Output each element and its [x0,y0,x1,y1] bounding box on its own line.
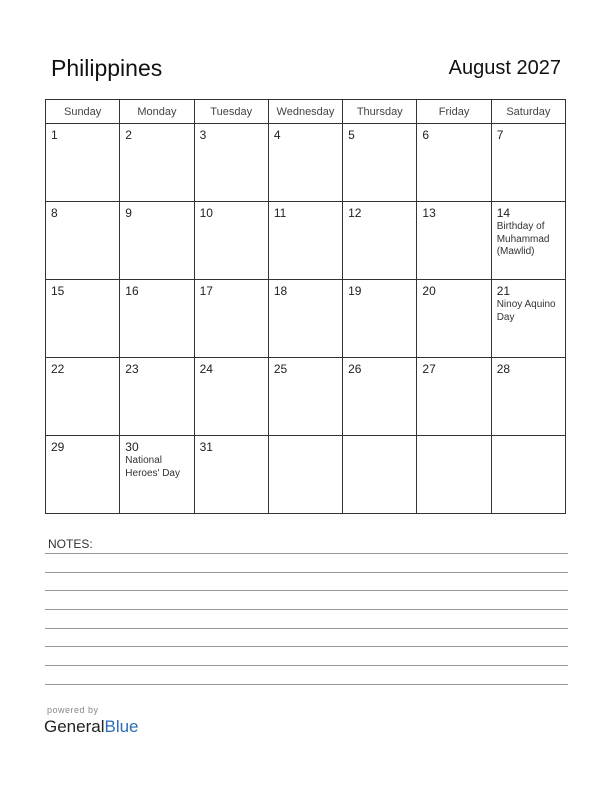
day-number: 5 [348,128,355,142]
weekday-header: Saturday [491,100,565,124]
holiday-label [343,298,416,299]
holiday-label [120,142,193,143]
day-number: 10 [199,206,213,220]
day-number: 28 [496,362,511,376]
day-cell [343,202,417,280]
day-cell [268,358,342,436]
day-number: 23 [125,362,139,376]
day-cell [120,358,194,436]
day-cell [46,436,120,514]
day-cell [343,124,417,202]
day-cell [46,358,120,436]
holiday-label [269,440,342,441]
day-cell [46,124,120,202]
day-cell [268,202,342,280]
day-cell [491,202,565,280]
brand-name-general: General [44,717,105,736]
notes-line [45,572,568,573]
holiday-label [46,298,119,299]
holiday-label [269,220,342,221]
calendar-grid [45,99,566,514]
day-number: 13 [422,206,436,220]
holiday-label [195,454,268,455]
day-cell [417,124,491,202]
holiday-label [46,454,119,455]
day-cell [194,124,268,202]
day-cell [46,280,120,358]
day-cell [194,202,268,280]
weekday-header: Friday [417,100,491,124]
day-number: 15 [51,284,65,298]
day-cell [491,124,565,202]
day-cell [194,358,268,436]
day-cell [268,436,342,514]
notes-line [45,590,568,591]
holiday-label [417,220,490,221]
holiday-label [343,220,416,221]
holiday-label [492,440,565,441]
day-number: 26 [348,362,362,376]
holiday-label [417,298,490,299]
notes-line [45,665,568,666]
day-number: 2 [125,128,132,142]
holiday-label [269,376,342,377]
day-cell [46,202,120,280]
weekday-header: Tuesday [194,100,268,124]
notes-label: NOTES: [48,537,93,551]
holiday-label [195,376,268,377]
day-number: 20 [422,284,436,298]
day-cell [268,280,342,358]
holiday-label [195,298,268,299]
holiday-label [120,298,193,299]
holiday-label [343,142,416,143]
weekday-header: Wednesday [268,100,342,124]
day-cell [343,436,417,514]
day-number: 11 [273,206,287,220]
holiday-label [269,142,342,143]
holiday-label [120,220,193,221]
day-cell [491,358,565,436]
day-cell [268,124,342,202]
day-cell [417,436,491,514]
holiday-label [46,220,119,221]
day-number: 9 [125,206,132,220]
notes-line [45,684,568,685]
notes-line [45,646,568,647]
brand-logo[interactable] [44,717,139,737]
country-title: Philippines [51,55,163,81]
day-cell [491,436,565,514]
day-number: 18 [273,284,288,298]
weekday-header: Monday [120,100,194,124]
day-cell [491,280,565,358]
day-number: 4 [273,128,281,142]
powered-by-text: powered by [47,705,99,715]
holiday-label [195,142,268,143]
holiday-label [195,220,268,221]
week-row [46,280,566,358]
day-cell [120,124,194,202]
holiday-label [46,376,119,377]
holiday-label [343,440,416,441]
weekday-header-row [46,100,566,124]
holiday-label [492,376,565,377]
day-number: 1 [51,128,58,142]
holiday-label: National Heroes' Day [125,455,180,479]
brand-name-blue: Blue [104,717,139,736]
day-number: 14 [496,206,511,220]
weekday-header: Thursday [343,100,417,124]
holiday-label [120,376,193,377]
week-row [46,202,566,280]
day-cell [417,202,491,280]
holiday-label [269,298,342,299]
holiday-label [492,142,565,143]
notes-line [45,609,568,610]
day-number: 31 [199,440,213,454]
day-number: 27 [422,362,436,376]
day-cell [120,436,194,514]
day-number: 6 [422,128,430,142]
day-number: 25 [273,362,288,376]
holiday-label: Ninoy Aquino Day [496,299,556,323]
day-cell [343,280,417,358]
day-number: 16 [125,284,139,298]
day-number: 30 [125,440,139,454]
day-number: 19 [348,284,362,298]
day-cell [417,280,491,358]
day-cell [417,358,491,436]
day-number: 29 [51,440,65,454]
day-number: 17 [199,284,213,298]
day-number: 8 [51,206,58,220]
month-title: August 2027 [448,57,561,79]
holiday-label: Birthday of Muhammad (Mawlid) [496,221,550,257]
week-row [46,436,566,514]
day-number: 24 [199,362,213,376]
week-row [46,124,566,202]
day-cell [120,202,194,280]
day-cell [343,358,417,436]
day-number: 21 [496,284,511,298]
week-row [46,358,566,436]
holiday-label [343,376,416,377]
day-number: 22 [51,362,65,376]
day-number: 12 [348,206,362,220]
holiday-label [417,440,490,441]
day-cell [194,436,268,514]
day-number: 7 [496,128,504,142]
holiday-label [46,142,119,143]
notes-line [45,553,568,554]
day-number: 3 [199,128,207,142]
notes-line [45,628,568,629]
day-cell [194,280,268,358]
day-cell [120,280,194,358]
holiday-label [417,376,490,377]
weekday-header: Sunday [46,100,120,124]
holiday-label [417,142,490,143]
